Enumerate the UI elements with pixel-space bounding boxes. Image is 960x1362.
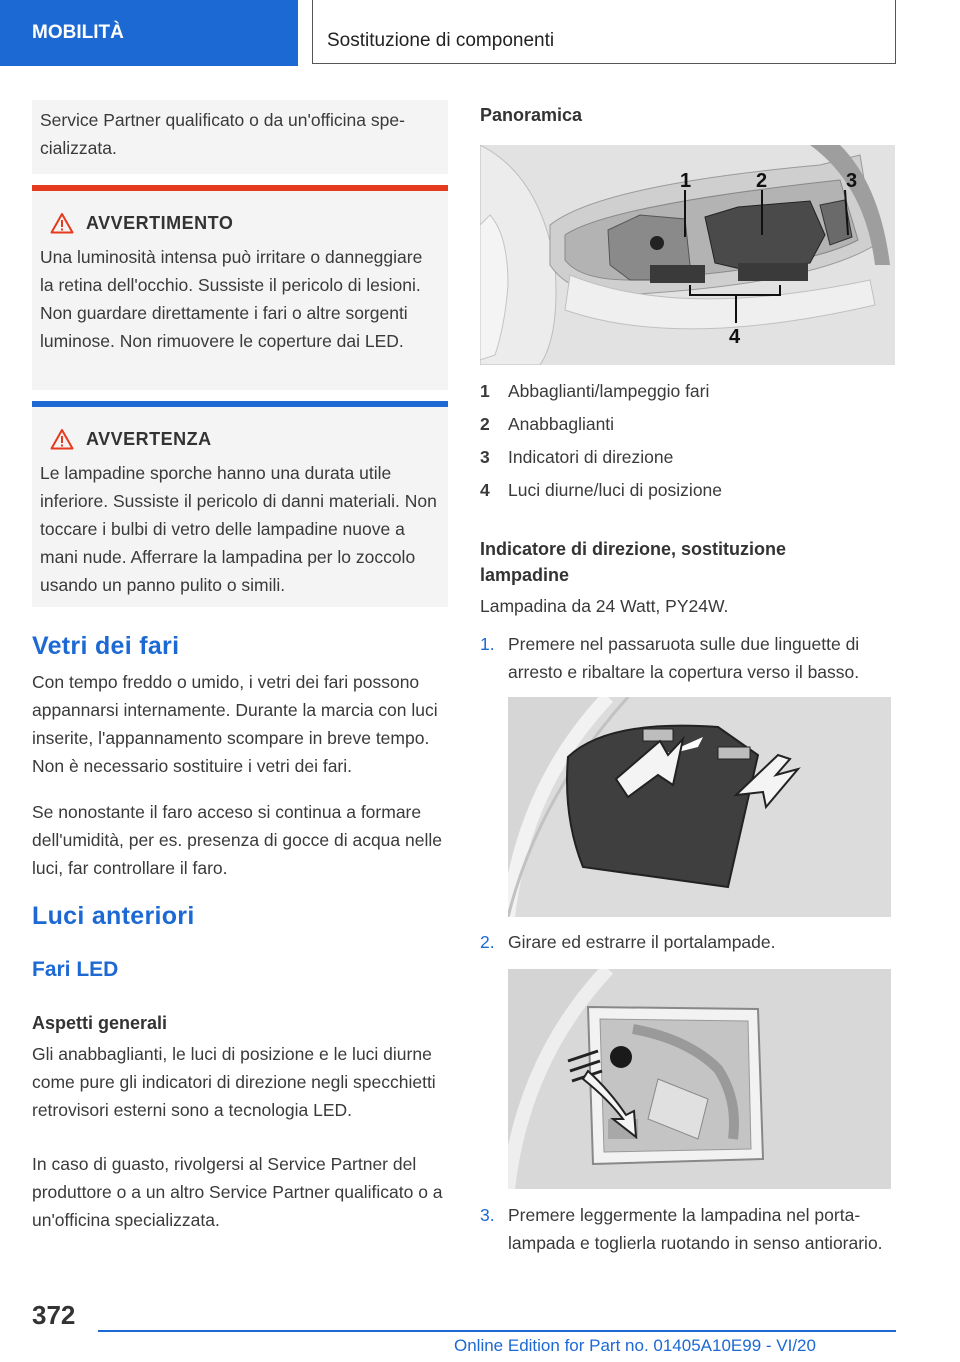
legend-number: 4 [480,480,490,500]
warning-box [32,185,448,390]
caution-box [32,401,448,607]
caution-title: AVVERTENZA [86,428,212,449]
heading-aspetti-generali: Aspetti generali [32,1013,168,1033]
legend-number: 2 [480,414,490,434]
edition-text: Online Edition for Part no. 01405A10E99 - VI/20 [454,1336,816,1355]
figure-label: 1 [680,170,692,192]
step-number: 1. [480,634,495,654]
section-tab[interactable]: MOBILITÀ [0,0,298,66]
indicator-heading: Indicatore di direzione, sostituzione lampadine [480,539,787,585]
note-continuation: Service Partner qualificato o da un'officina specializzata. [32,100,448,174]
legend-text: Indicatori di direzione [508,447,674,467]
warning-title-row [50,209,440,237]
step-item [480,1201,896,1257]
heading-fari-led: Fari LED [32,958,119,981]
legend-item [480,410,896,443]
caution-text: Le lampadine sporche hanno una durata utile inferiore. Sussiste il pericolo di danni materiali. Non toccare i bulbi di vetro delle lampadine nuove a mani nude. Afferrare la lampadina per lo zoccolo usando un panno pulito o simili. [40,463,437,595]
legend-text: Abbaglianti/lampeggio fari [508,381,710,401]
warning-triangle-icon [50,212,74,234]
bulb-spec: Lampadina da 24 Watt, PY24W. [480,596,729,616]
vetri-paragraph-1: Con tempo freddo o umido, i vetri dei fari possono appannarsi internamente. Durante la marcia con luci inserite, l'appannamento scompare in breve tempo. Non è necessario sostituire i vetri dei fari. [32,672,438,776]
caution-title-row [50,425,440,453]
legend-item [480,377,896,410]
headlight-illustration [480,145,895,365]
step-number: 2. [480,932,495,952]
caution-triangle-icon [50,428,74,450]
legend-item [480,476,896,509]
legend-number: 1 [480,381,490,401]
legend-item [480,443,896,476]
legend-list [480,377,896,509]
heading-vetri: Vetri dei fari [32,632,180,660]
figure-label: 4 [729,326,741,348]
footer-divider [98,1330,896,1332]
vetri-paragraph-2: Se nonostante il faro acceso si continua a formare dell'umidità, per es. presenza di gocce di acqua nelle luci, far controllare il faro. [32,802,442,878]
figure-label: 3 [846,170,858,192]
wheel-arch-cover-image [508,697,891,917]
step-text: Premere nel passaruota sulle due linguette di arresto e ribaltare la copertura verso il basso. [508,634,860,682]
chapter-title: Sostituzione di componenti [312,0,896,64]
wheel-arch-illustration [508,697,891,917]
step-text: Girare ed estrarre il portalampade. [508,932,776,952]
step-number: 3. [480,1205,495,1225]
page-number: 372 [32,1300,76,1330]
lamp-holder-illustration [508,969,891,1189]
legend-text: Anabbaglianti [508,414,615,434]
heading-luci-anteriori: Luci anteriori [32,902,195,930]
luci-paragraph-1: Gli anabbaglianti, le luci di posizione e le luci diurne come pure gli indicatori di direzione negli specchietti retrovisori esterni sono a tecnologia LED. [32,1044,436,1120]
step-item [480,630,896,686]
legend-number: 3 [480,447,490,467]
figure-label: 2 [756,170,768,192]
luci-paragraph-2: In caso di guasto, rivolgersi al Service Partner del produttore o a un altro Service Partner qualificato o a un'officina specializzata. [32,1154,443,1230]
lamp-holder-image [508,969,891,1189]
warning-title: AVVERTIMENTO [86,212,234,233]
headlight-overview-image [480,145,895,365]
warning-text: Una luminosità intensa può irritare o danneggiare la retina dell'occhio. Sussiste il pericolo di lesioni. Non guardare direttamente i fari o altre sorgenti luminose. Non rimuovere le coperture dai LED. [40,247,423,351]
step-item [480,928,896,956]
step-text: Premere leggermente la lampadina nel portalampada e toglierla ruotando in senso antiorario. [508,1205,883,1253]
legend-text: Luci diurne/luci di posizione [508,480,723,500]
overview-title: Panoramica [480,105,583,125]
